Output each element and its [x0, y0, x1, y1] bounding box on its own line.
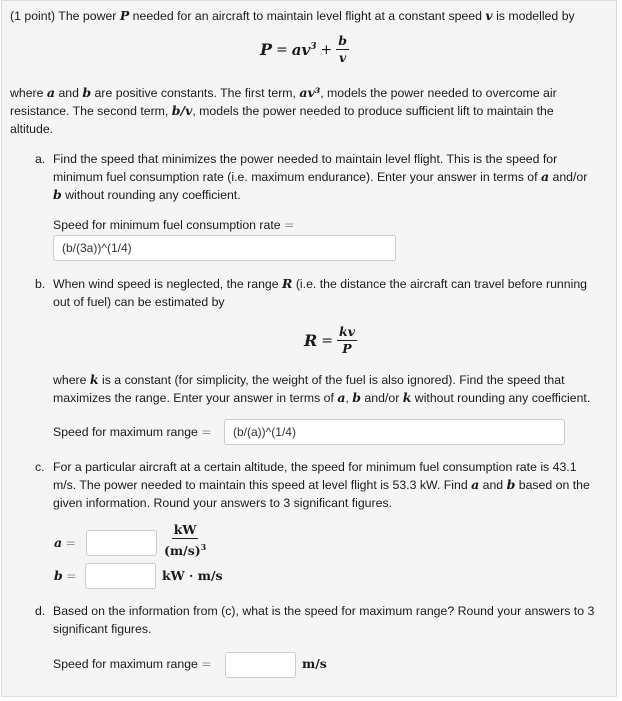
- math-var: b: [82, 85, 92, 100]
- text-span: For a particular aircraft at a certain altitude, the speed for minimum fuel consumption rate is 43.1: [53, 460, 577, 474]
- den: P: [342, 341, 352, 356]
- math-var: av³: [299, 85, 321, 100]
- a-input[interactable]: [86, 530, 157, 556]
- formula-eq: =: [276, 41, 288, 58]
- text-line: [10, 120, 557, 138]
- max-range-input[interactable]: [225, 652, 296, 678]
- part-a-marker: a.: [35, 152, 46, 166]
- text-line: [53, 150, 587, 168]
- eq: =: [65, 536, 76, 550]
- math-var: P: [119, 8, 130, 23]
- math-var: v: [485, 8, 493, 23]
- text-line: [10, 84, 557, 102]
- text-line: [53, 494, 590, 512]
- formula-eq: =: [321, 332, 334, 349]
- part-d-text: [53, 602, 594, 638]
- eq: =: [201, 657, 212, 671]
- text-span: Find the speed that minimizes the power needed to maintain level flight. This is the speed for: [53, 152, 558, 166]
- text-span: and/or: [549, 170, 588, 184]
- b-unit: kW · m/s: [162, 568, 223, 583]
- text-span: based on the: [515, 478, 590, 492]
- formula-lhs: R: [304, 331, 318, 350]
- text-span: (i.e. the distance the aircraft can travel before running: [292, 277, 588, 291]
- min-fuel-speed-input[interactable]: [53, 235, 396, 261]
- var: b: [54, 568, 63, 583]
- part-b-text: [53, 275, 587, 311]
- eq: =: [66, 569, 77, 583]
- text-span: altitude.: [10, 122, 54, 136]
- text-line: [53, 602, 594, 620]
- part-b-label: [53, 423, 212, 441]
- math-var: k: [89, 372, 99, 387]
- power-formula: [260, 33, 349, 66]
- text-span: is modelled by: [492, 9, 575, 23]
- text-span: out of fuel) can be estimated by: [53, 295, 225, 309]
- part-b-marker: b.: [35, 277, 46, 291]
- den: v: [338, 50, 347, 65]
- text-line: [53, 620, 594, 638]
- description: [10, 84, 557, 138]
- text-span: where: [53, 373, 90, 387]
- label: Speed for maximum range: [53, 425, 198, 439]
- part-b-text-2: [53, 371, 590, 407]
- part-d-label: [53, 655, 212, 673]
- text-line: [53, 275, 587, 293]
- text-span: given information. Round your answers to 3 significant figures.: [53, 496, 393, 510]
- text-line: [53, 168, 587, 186]
- text-line: [53, 293, 587, 311]
- math-var: a: [46, 85, 56, 100]
- b-input[interactable]: [85, 563, 156, 589]
- text-line: [53, 389, 590, 407]
- text-span: , models the power needed to overcome air: [320, 86, 557, 100]
- num: kW: [173, 522, 197, 537]
- b-label: [54, 567, 76, 585]
- text-span: m/s. The power needed to maintain this speed at level flight is 53.3 kW. Find: [53, 478, 472, 492]
- den: (m/s): [164, 543, 201, 559]
- formula-lhs: P: [260, 40, 273, 59]
- math-var: b: [506, 477, 516, 492]
- text-span: significant figures.: [53, 622, 152, 636]
- label: Speed for minimum fuel consumption rate: [53, 218, 281, 232]
- math-var: k: [402, 390, 412, 405]
- range-formula: [304, 324, 357, 357]
- math-var: a: [471, 477, 480, 492]
- a-unit: [164, 522, 206, 559]
- text-span: where: [10, 86, 47, 100]
- math-var: b: [53, 187, 62, 202]
- text-span: without rounding any coefficient.: [61, 188, 241, 202]
- problem-container: [1, 0, 617, 697]
- part-c-marker: c.: [35, 460, 45, 474]
- text-span: Based on the information from (c), what is the speed for maximum range? Round your answers to 3: [53, 604, 595, 618]
- text-span: , models the power needed to produce sufficient lift to maintain the: [192, 104, 554, 118]
- a-label: [54, 534, 76, 552]
- text-span: is a constant (for simplicity, the weight of the fuel is also ignored). Find the speed that: [98, 373, 565, 387]
- text-span: without rounding any coefficient.: [411, 391, 591, 405]
- text-span: When wind speed is neglected, the range: [53, 277, 283, 291]
- math-var: R: [282, 276, 293, 291]
- math-var: a: [540, 169, 550, 184]
- part-a-text: [53, 150, 587, 204]
- text-span: and/or: [361, 391, 403, 405]
- math-var: b/v: [171, 103, 193, 118]
- num: b: [338, 33, 347, 48]
- text-line: [53, 186, 587, 204]
- part-c-text: [53, 458, 590, 512]
- label: Speed for maximum range: [53, 657, 198, 671]
- max-range-speed-input[interactable]: [224, 419, 565, 445]
- formula-fraction: [337, 324, 357, 357]
- text-span: ,: [345, 391, 353, 405]
- num: kv: [339, 324, 355, 339]
- text-span: and: [479, 478, 507, 492]
- formula-term: [292, 41, 317, 59]
- formula-plus: +: [320, 41, 333, 58]
- math-var: b: [352, 390, 362, 405]
- speed-unit: m/s: [302, 656, 327, 671]
- text-line: [53, 458, 590, 476]
- text-span: and: [55, 86, 83, 100]
- text-span: (1 point) The power: [10, 9, 120, 23]
- text-span: are positive constants. The first term,: [91, 86, 300, 100]
- part-a-label: [53, 216, 294, 234]
- math-var: a: [337, 390, 346, 405]
- text-span: resistance. The second term,: [10, 104, 172, 118]
- text-line: [53, 476, 590, 494]
- text-line: [53, 371, 590, 389]
- text-span: maximizes the range. Enter your answer in terms of: [53, 391, 338, 405]
- term: av: [291, 40, 311, 59]
- formula-fraction: [336, 33, 349, 66]
- eq: =: [201, 425, 212, 439]
- exp: 3: [310, 41, 317, 52]
- intro-text: [10, 7, 575, 25]
- eq: =: [284, 218, 295, 232]
- text-span: needed for an aircraft to maintain level flight at a constant speed: [129, 9, 486, 23]
- text-span: minimum fuel consumption rate (i.e. maximum endurance). Enter your answer in terms of: [53, 170, 541, 184]
- part-d-marker: d.: [35, 604, 46, 618]
- exp: 3: [200, 542, 207, 552]
- var: a: [54, 535, 63, 550]
- text-line: [10, 102, 557, 120]
